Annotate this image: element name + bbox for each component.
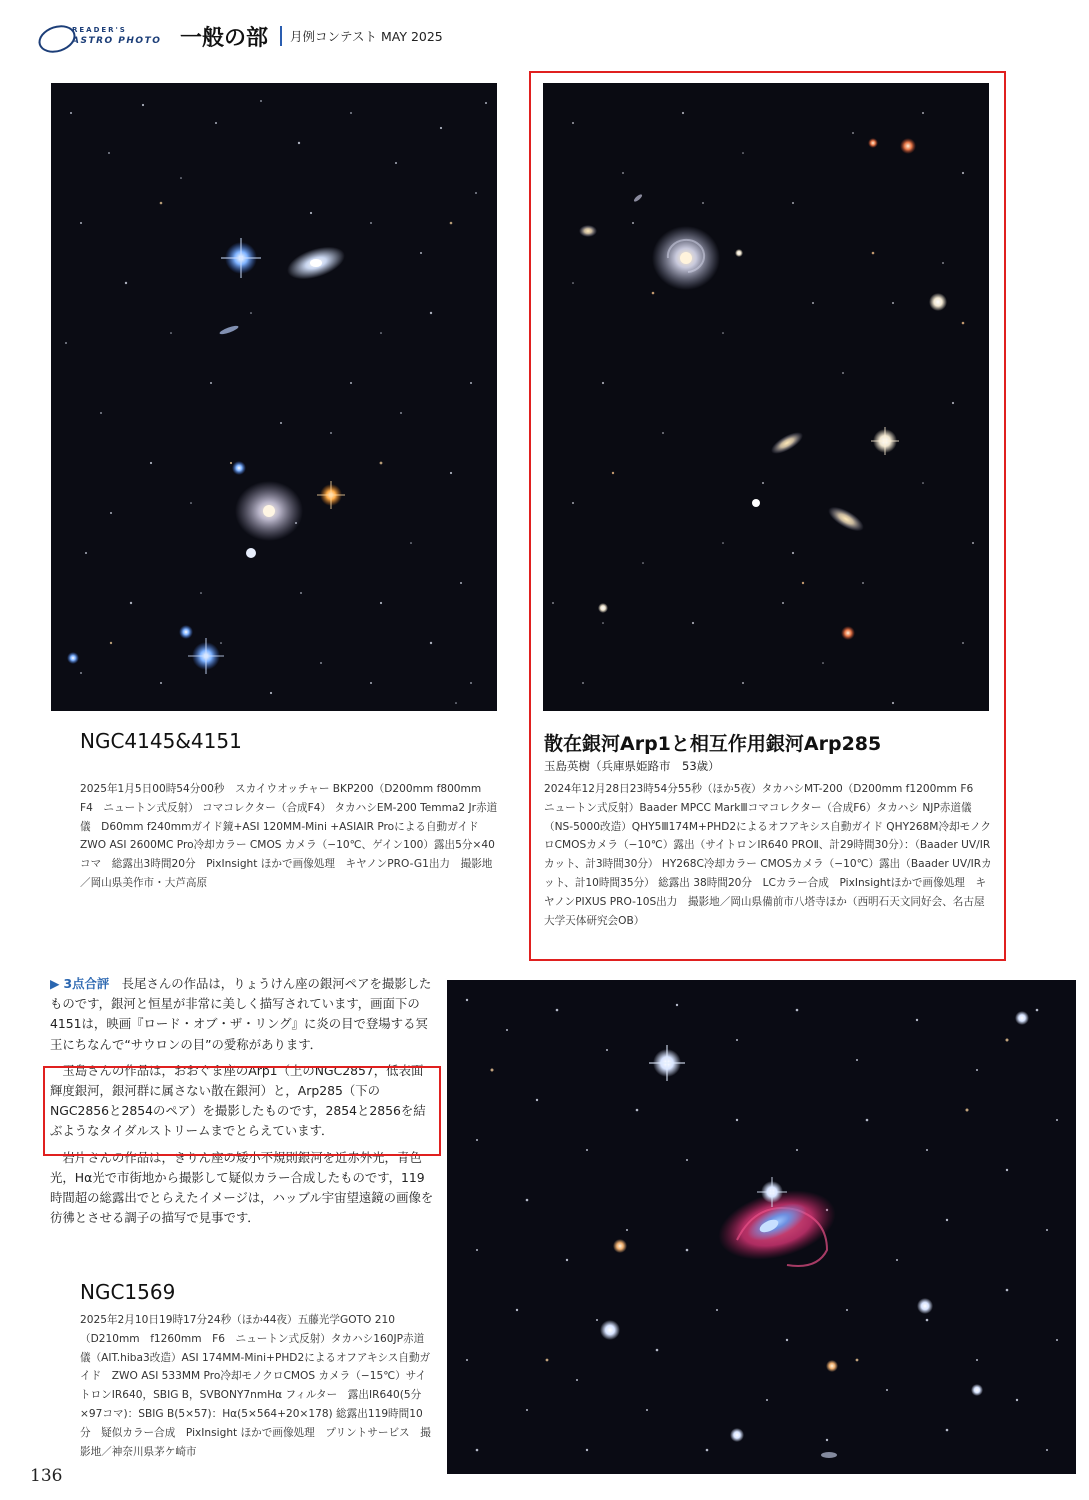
entry3-body: 2025年2月10日19時17分24秒（ほか44夜）五藤光学GOTO 210（D210mm f1260mm F6 ニュートン式反射）タカハシ160JP赤道儀（AIT.hiba3改造）ASI 174MM-Mini+PHD2によるオフアキシス自動ガイド ZWO ASI 533MM Pro冷却モノクロCMOS カメラ（−15℃）サイトロンIR640，SBIG B，SVBONY7nmHα フィルター 露出IR640(5分×97コマ)：SBIG B(5×57)：Hα(5×564+20×178) 総露出119時間10分 疑似カラー合成 PixInsight ほかで画像処理 プリントサービス 撮影地／神奈川県茅ケ崎市 (80, 1314, 431, 1458)
review-para-3: 岩片さんの作品は，きりん座の矮小不規則銀河を近赤外光，青色光，Hα光で市街地から撮影して疑似カラー合成したものです，119時間超の総露出でとらえたイメージは，ハッブル宇宙望遠鏡の画像を彷彿とさせる調子の描写で見事です． (50, 1149, 434, 1226)
review-tag: 3点合評 (63, 976, 110, 991)
review-para-1: 長尾さんの作品は，りょうけん座の銀河ペアを撮影したものです，銀河と恒星が非常に美しく描写されています，画面下の4151は，映画『ロード・オブ・ザ・リング』に炎の目で登場する冥王にちなんで“サウロンの目”の愛称があります． (50, 976, 432, 1052)
photo-arp1-arp285 (543, 83, 989, 711)
section-title: 一般の部 (180, 26, 269, 51)
entry2-title: 散在銀河Arp1と相互作用銀河Arp285 (544, 733, 882, 755)
triangle-icon: ▶ (50, 976, 60, 991)
photo-ngc1569 (447, 980, 1076, 1474)
page-number: 136 (30, 1466, 63, 1486)
review-para-2: 玉島さんの作品は，おおぐま座のArp1（上のNGC2857，低表面輝度銀河，銀河群に属さない散在銀河）と，Arp285（下のNGC2856と2854のペア）を撮影したものです，2854と2856を結ぶようなタイダルストリームまでとらえています． (50, 1062, 426, 1139)
header-subtitle: 月例コンテスト MAY 2025 (290, 29, 443, 44)
highlight-box-review (43, 1066, 441, 1156)
entry1-body: 2025年1月5日00時54分00秒 スカイウオッチャー BKP200（D200mm f800mm F4 ニュートン式反射） コマコレクター（合成F4） タカハシEM-200 Temma2 Jr赤道儀 D60mm f240mmガイド鏡+ASI 120MM-Mini +ASIAIR Proによる自動ガイド ZWO ASI 2600MC Pro冷却カラー CMOS カメラ（−10℃、ゲイン100）露出5分×40コマ 総露出3時間20分 PixInsight ほかで画像処理 キヤノンPRO-G1出力 撮影地／岡山県美作市・大芦高原 (80, 783, 498, 889)
entry1-title: NGC4145&4151 (80, 729, 242, 753)
logo-text-bottom: ASTRO PHOTO (72, 36, 162, 46)
entry2-body: 2024年12月28日23時54分55秒（ほか5夜）タカハシMT-200（D200mm f1200mm F6 ニュートン式反射）Baader MPCC MarkⅢコマコレクター（合成F6）タカハシ NJP赤道儀（NS-5000改造）QHY5Ⅲ174M+PHD2によるオフアキシス自動ガイド QHY268M冷却モノクロCMOSカメラ（−10℃）露出（サイトロンIR640 PROⅡ、計29時間30分）：（Baader UV/IRカット、計3時間30分） HY268C冷却カラー CMOSカメラ（−10℃）露出（Baader UV/IRカット、計10時間35分） 総露出 38時間20分 LCカラー合成 PixInsightほかで画像処理 キヤノンPIXUS PRO-10S出力 撮影地／岡山県備前市八塔寺ほか（西明石天文同好会、名古屋大学天体研究会OB） (544, 783, 992, 927)
entry2-author: 玉島英樹（兵庫県姫路市 53歳） (544, 759, 720, 773)
photo-ngc4145-4151 (51, 83, 497, 711)
header-divider (280, 26, 282, 46)
logo-text-top: READER'S (72, 26, 127, 34)
entry3-title: NGC1569 (80, 1280, 176, 1304)
